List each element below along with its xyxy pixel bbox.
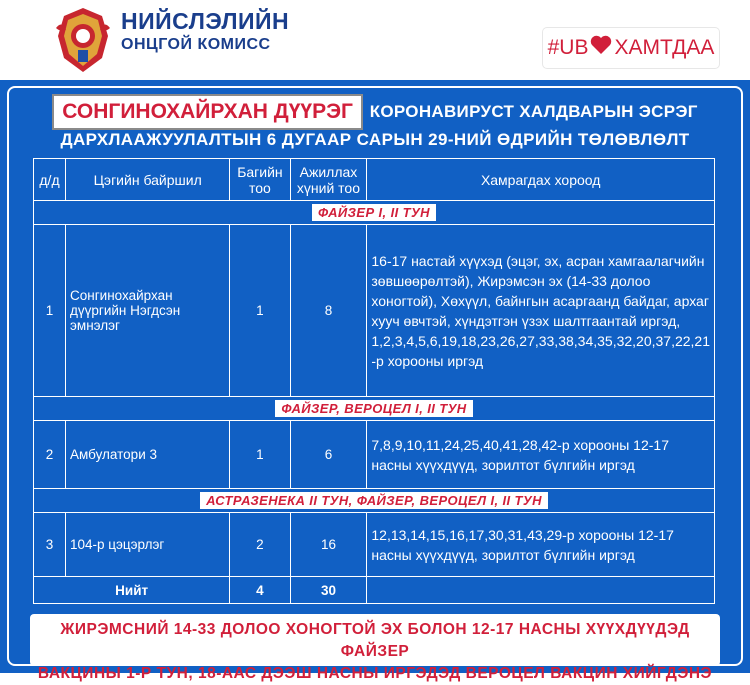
- row-staff: 8: [290, 225, 367, 397]
- total-teams: 4: [230, 577, 290, 604]
- phase-row: [34, 201, 715, 225]
- total-staff: 30: [290, 577, 367, 604]
- header-num: д/д: [34, 159, 66, 201]
- footer-line1: ЖИРЭМСНИЙ 14-33 ДОЛОО ХОНОГТОЙ ЭХ БОЛОН 12-17 НАСНЫ ХҮҮХДҮҮДЭД ФАЙЗЕР: [60, 621, 690, 660]
- row-location: Сонгинохайрхан дүүргийн Нэгдсэн эмнэлэг: [66, 225, 230, 397]
- header-staff: Ажиллах хүний тоо: [290, 159, 367, 201]
- row-khoroo: 16-17 настай хүүхэд (эцэг, эх, асран хамгаалагчийн зөвшөөрөлтэй), Жирэмсэн эх (14-33 долоо хоногтой), Хөхүүл, байнгын асаргаанд байдаг, архаг хууч өвчтэй, хүндэтгэн үзэх шалтгаантай иргэд, 1,2,3,4,5,6,19,18,23,26,27,33,38,34,35,32,20,37,22,21 -р хорооны иргэд: [367, 225, 715, 397]
- phase-label: ФАЙЗЕР, ВЕРОЦЕЛ I, II ТУН: [275, 400, 472, 417]
- table-row: [34, 225, 715, 397]
- row-teams: 2: [230, 513, 290, 577]
- row-teams: 1: [230, 225, 290, 397]
- header-khoroo: Хамрагдах хороод: [367, 159, 715, 201]
- schedule-panel: [0, 80, 750, 682]
- row-teams: 1: [230, 421, 290, 489]
- phase-label: АСТРАЗЕНЕКА II ТУН, ФАЙЗЕР, ВЕРОЦЕЛ I, II ТУН: [200, 492, 548, 509]
- header: [0, 0, 750, 80]
- hashtag-right: ХАМТДАА: [614, 36, 715, 59]
- hashtag-badge: [543, 28, 719, 68]
- phase-row: [34, 489, 715, 513]
- row-num: 1: [34, 225, 66, 397]
- phase-label: ФАЙЗЕР I, II ТУН: [312, 204, 436, 221]
- row-location: Амбулатори 3: [66, 421, 230, 489]
- row-staff: 16: [290, 513, 367, 577]
- title-line1: [0, 94, 750, 130]
- row-num: 3: [34, 513, 66, 577]
- row-num: 2: [34, 421, 66, 489]
- total-label: Нийт: [34, 577, 230, 604]
- row-staff: 6: [290, 421, 367, 489]
- phase-row: [34, 397, 715, 421]
- row-khoroo: 12,13,14,15,16,17,30,31,43,29-р хорооны 12-17 насны хүүхдүүд, зорилтот бүлгийн иргэд: [367, 513, 715, 577]
- org-line2: ОНЦГОЙ КОМИСС: [121, 36, 271, 54]
- title-line2: ДАРХЛААЖУУЛАЛТЫН 6 ДУГААР САРЫН 29-НИЙ ӨДРИЙН ТӨЛӨВЛӨЛТ: [60, 130, 690, 149]
- coat-of-arms-icon: [52, 6, 114, 74]
- header-location: Цэгийн байршил: [66, 159, 230, 201]
- heart-icon: [590, 35, 612, 61]
- org-name: [121, 9, 289, 54]
- hashtag-left: #UB: [547, 36, 589, 59]
- row-khoroo: 7,8,9,10,11,24,25,40,41,28,42-р хорооны 12-17 насны хүүхдүүд, зорилтот бүлгийн иргэд: [367, 421, 715, 489]
- title-line1-rest: КОРОНАВИРУСТ ХАЛДВАРЫН ЭСРЭГ: [369, 102, 698, 121]
- footer-line2: ВАКЦИНЫ 1-Р ТУН, 18-ААС ДЭЭШ НАСНЫ ИРГЭДЭД ВЕРОЦЕЛ ВАКЦИН ХИЙГДЭНЭ: [37, 665, 713, 682]
- row-location: 104-р цэцэрлэг: [66, 513, 230, 577]
- table-row: [34, 513, 715, 577]
- header-teams: Багийн тоо: [230, 159, 290, 201]
- vaccination-table: [33, 158, 715, 604]
- org-line1: НИЙСЛЭЛИЙН: [121, 8, 290, 34]
- table-header-row: [34, 159, 715, 201]
- footer-notice: [30, 614, 720, 682]
- district-name: СОНГИНОХАЙРХАН ДҮҮРЭГ: [52, 94, 363, 130]
- table-row: [34, 421, 715, 489]
- total-row: [34, 577, 715, 604]
